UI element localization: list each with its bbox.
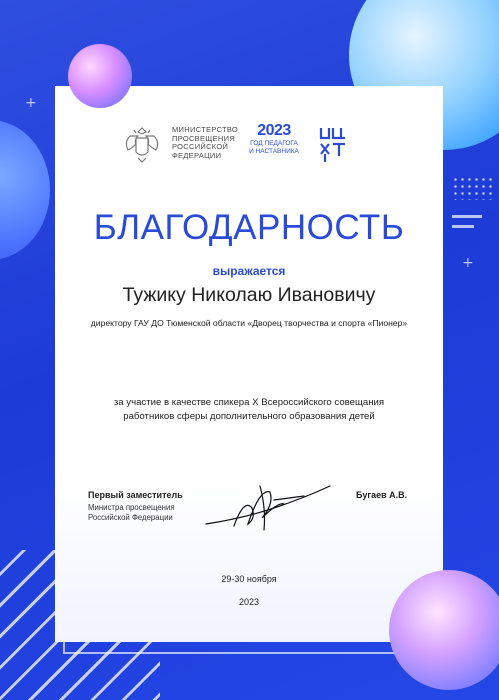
ministry-name [172,126,238,160]
decor-dots-right [452,176,492,200]
event-dates: 29-30 ноября [221,574,277,584]
signer-subtitle-line: Министра просвещения [88,503,175,512]
year-logo-line: ГОД ПЕДАГОГА [250,140,298,147]
decor-circle-left [0,120,50,260]
certificate-title: БЛАГОДАРНОСТЬ [93,208,405,247]
signature-image [204,478,334,534]
reason-line: за участие в качестве спикера X Всероссийского совещания [113,397,385,408]
logo-row [60,120,440,170]
award-reason [75,396,423,424]
decor-circle-bottom-right [389,570,499,690]
ministry-line: ПРОСВЕЩЕНИЯ [172,133,236,143]
reason-line: работников сферы дополнительного образования детей [123,411,375,422]
vc-logo-icon [317,124,349,164]
event-year: 2023 [238,597,260,607]
year-logo-line: И НАСТАВНИКА [249,147,299,155]
decor-plus-icon: + [462,255,474,271]
emblem-icon [120,122,164,166]
signer-name: Бугаев А.В. [356,490,408,500]
recipient-position: директору ГАУ ДО Тюменской области «Дворец творчества и спорта «Пионер» [90,318,408,328]
decor-circle-pink [68,44,132,108]
expressed-text: выражается [212,264,286,278]
signer-subtitle-line: Российской Федерации [88,512,173,522]
ministry-line: МИНИСТЕРСТВО [172,125,239,134]
year-logo-icon [248,122,300,155]
signer-title: Первый заместитель [88,490,183,500]
recipient-name: Тужику Николаю Ивановичу [122,284,376,306]
ministry-line: ФЕДЕРАЦИИ [172,150,222,160]
ministry-line: РОССИЙСКОЙ [172,142,229,151]
signer-subtitle [88,503,175,522]
year-logo-number: 2023 [257,122,291,139]
decor-bar [452,215,482,218]
decor-bar [452,225,474,228]
decor-plus-icon: + [25,95,37,111]
